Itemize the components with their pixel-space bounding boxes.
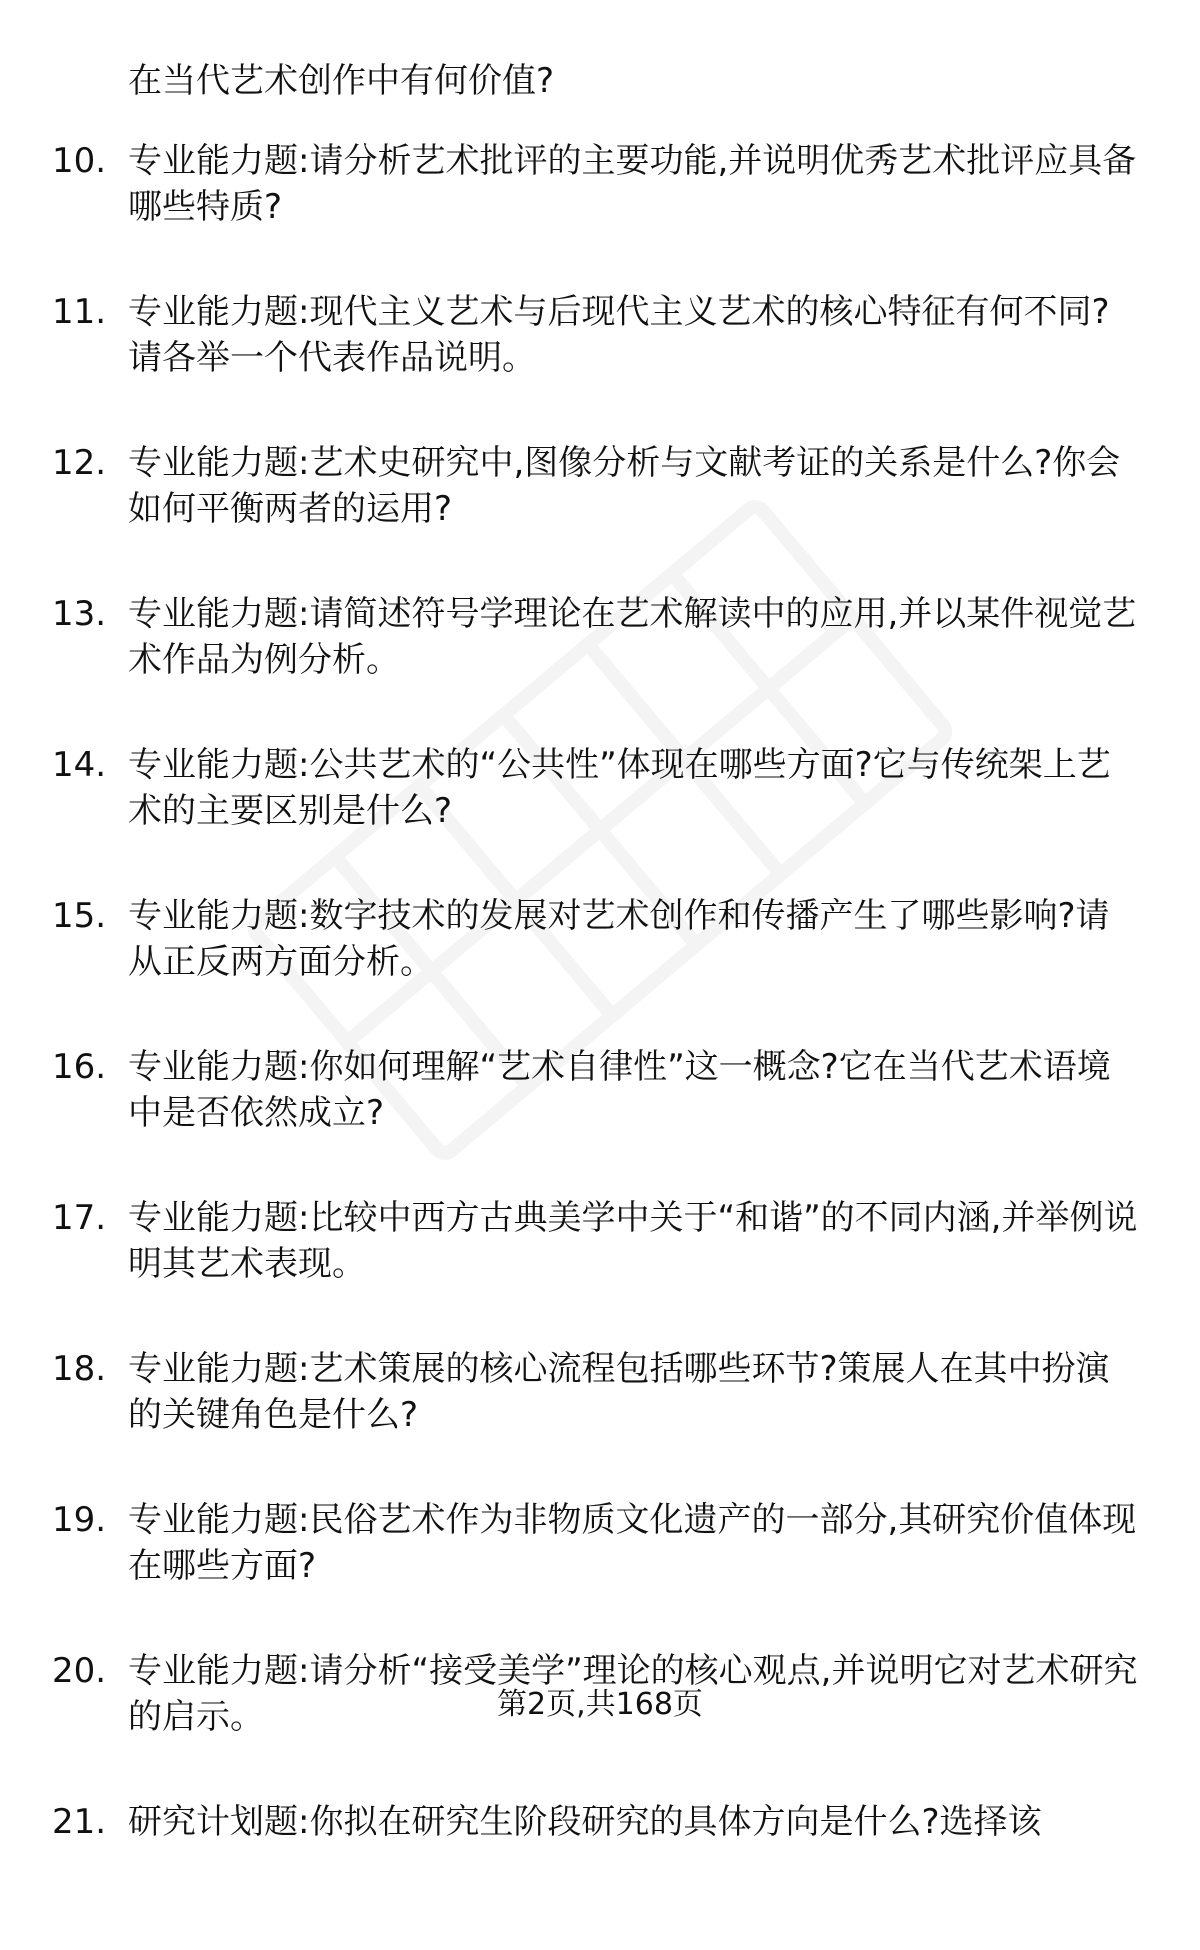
question-item [0,1195,1200,1346]
question-number: 17. [52,1198,107,1238]
question-item [0,440,1200,591]
question-text: 专业能力题:数字技术的发展对艺术创作和传播产生了哪些影响?请从正反两方面分析。 [128,896,1110,982]
question-item [0,138,1200,289]
question-number: 12. [52,443,107,483]
question-item [0,1497,1200,1648]
question-number: 18. [52,1349,107,1389]
question-item [0,591,1200,742]
question-item [0,1346,1200,1497]
continuation-text: 在当代艺术创作中有何价值? [128,61,555,101]
question-text: 专业能力题:艺术史研究中,图像分析与文献考证的关系是什么?你会如何平衡两者的运用? [128,443,1121,529]
question-text: 专业能力题:请分析艺术批评的主要功能,并说明优秀艺术批评应具备哪些特质? [128,141,1137,227]
question-number: 16. [52,1047,107,1087]
question-item [0,742,1200,893]
question-number: 15. [52,896,107,936]
question-number: 19. [52,1500,107,1540]
question-item [0,1799,1200,1950]
question-item [0,1044,1200,1195]
question-number: 13. [52,594,107,634]
question-text: 专业能力题:现代主义艺术与后现代主义艺术的核心特征有何不同?请各举一个代表作品说明。 [128,292,1110,378]
question-number: 14. [52,745,107,785]
question-text: 专业能力题:请简述符号学理论在艺术解读中的应用,并以某件视觉艺术作品为例分析。 [128,594,1137,680]
question-number: 21. [52,1802,107,1842]
question-text: 专业能力题:民俗艺术作为非物质文化遗产的一部分,其研究价值体现在哪些方面? [128,1500,1137,1586]
question-item [0,893,1200,1044]
page-footer: 第2页,共168页 [497,1687,703,1722]
question-text: 专业能力题:比较中西方古典美学中关于“和谐”的不同内涵,并举例说明其艺术表现。 [128,1198,1138,1284]
question-text: 研究计划题:你拟在研究生阶段研究的具体方向是什么?选择该 [128,1802,1042,1842]
question-text: 专业能力题:你如何理解“艺术自律性”这一概念?它在当代艺术语境中是否依然成立? [128,1047,1111,1133]
question-number: 10. [52,141,107,181]
question-text: 专业能力题:公共艺术的“公共性”体现在哪些方面?它与传统架上艺术的主要区别是什么? [128,745,1111,831]
question-number: 20. [52,1651,107,1691]
question-list [0,138,1200,1950]
question-item [0,289,1200,440]
question-number: 11. [52,292,107,332]
question-text: 专业能力题:艺术策展的核心流程包括哪些环节?策展人在其中扮演的关键角色是什么? [128,1349,1110,1435]
question-text: 专业能力题:请分析“接受美学”理论的核心观点,并说明它对艺术研究的启示。 [128,1651,1138,1737]
